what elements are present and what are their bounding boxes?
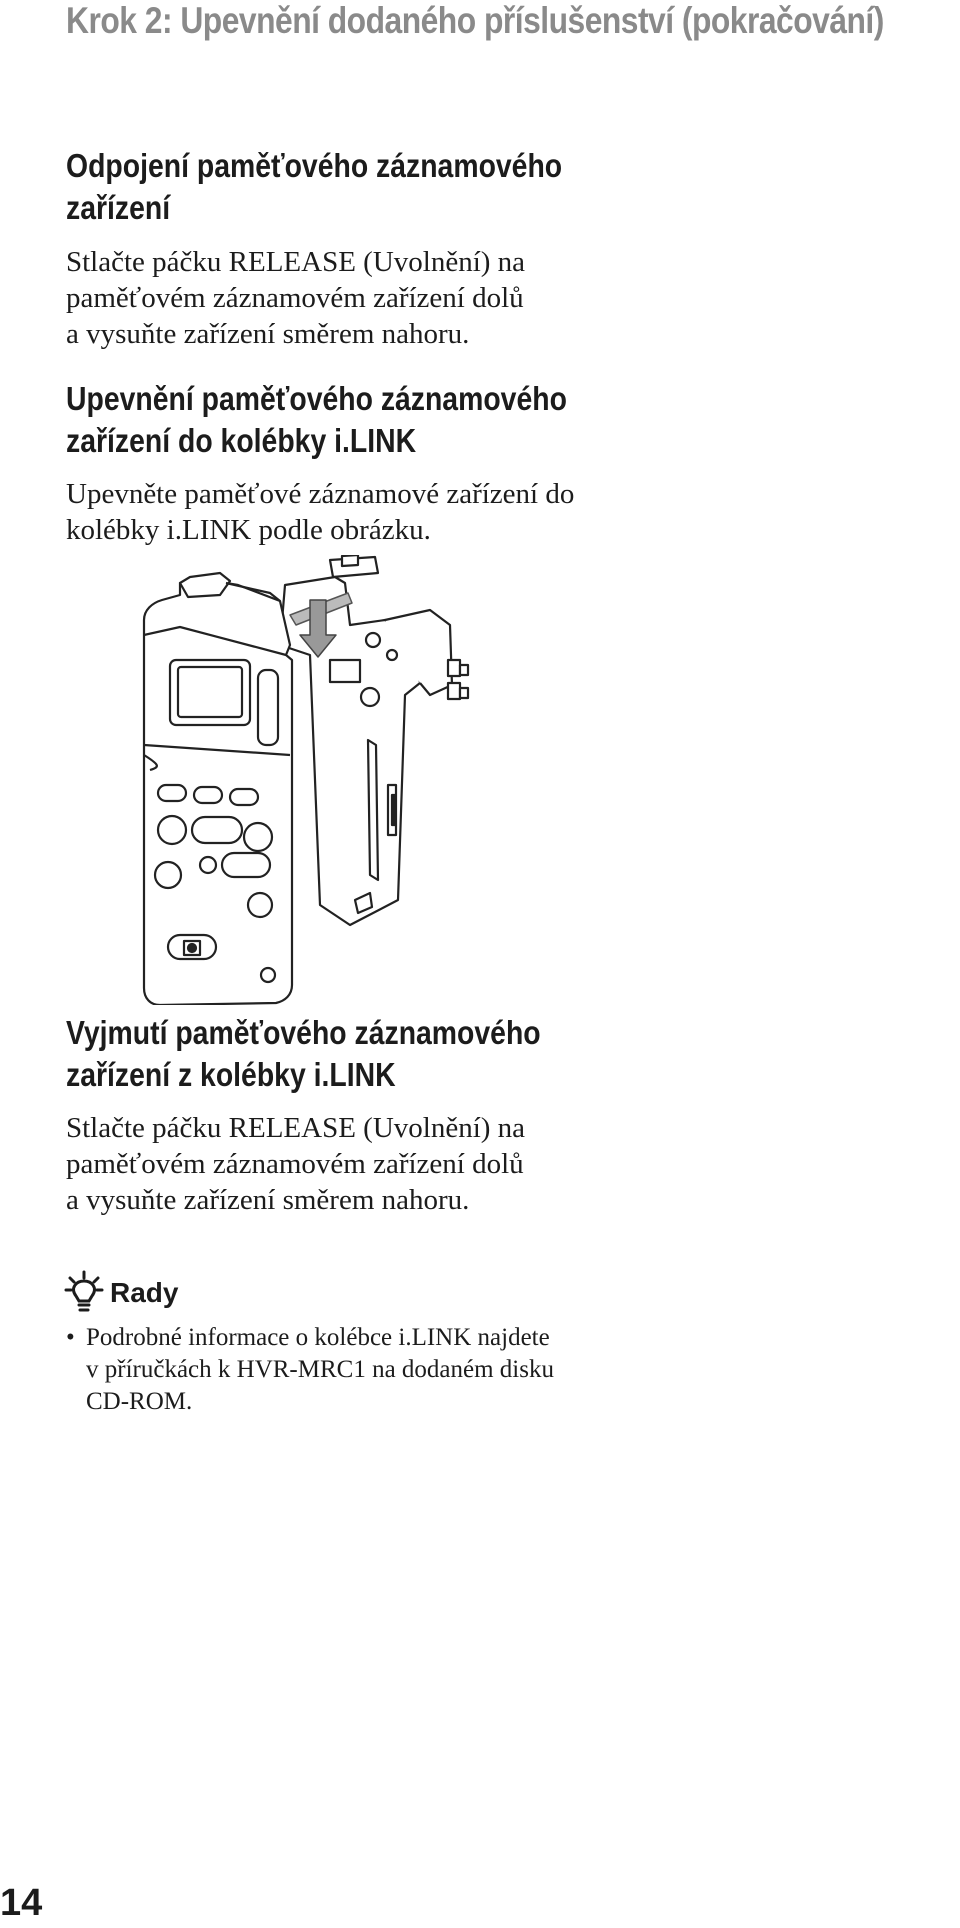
tips-title: Rady bbox=[110, 1277, 179, 1308]
heading-line: zařízení do kolébky i.LINK bbox=[66, 422, 417, 459]
body-line: Upevněte paměťové záznamové zařízení do bbox=[66, 478, 575, 510]
body-line: Stlačte páčku RELEASE (Uvolnění) na bbox=[66, 246, 526, 278]
device-illustration bbox=[130, 555, 550, 1005]
tip-line: Podrobné informace o kolébce i.LINK najdete bbox=[86, 1324, 550, 1351]
body-line: kolébky i.LINK podle obrázku. bbox=[66, 514, 431, 546]
body-line: Stlačte páčku RELEASE (Uvolnění) na bbox=[66, 1112, 526, 1144]
heading-line: zařízení z kolébky i.LINK bbox=[66, 1056, 396, 1093]
tip-text bbox=[86, 1322, 554, 1418]
section-body-remove bbox=[66, 1110, 525, 1218]
heading-line: Odpojení paměťového záznamového bbox=[66, 147, 563, 184]
body-line: paměťovém záznamovém zařízení dolů bbox=[66, 1148, 524, 1180]
section-heading-remove bbox=[66, 1012, 541, 1096]
tip-line: CD-ROM. bbox=[86, 1388, 193, 1415]
section-body-attach bbox=[66, 476, 574, 548]
page-number: 14 bbox=[0, 1882, 43, 1924]
page-header: Krok 2: Upevnění dodaného příslušenství (pokračování) bbox=[66, 0, 884, 41]
section-heading-attach bbox=[66, 378, 567, 462]
heading-line: Upevnění paměťového záznamového bbox=[66, 380, 567, 417]
section-heading-detach bbox=[66, 145, 562, 229]
heading-line: Vyjmutí paměťového záznamového bbox=[66, 1014, 541, 1051]
body-line: a vysuňte zařízení směrem nahoru. bbox=[66, 318, 470, 350]
tip-line: v příručkách k HVR-MRC1 na dodaném disku bbox=[86, 1356, 554, 1383]
memory-recording-unit-drawing bbox=[144, 573, 292, 1005]
heading-line: zařízení bbox=[66, 189, 171, 226]
body-line: a vysuňte zařízení směrem nahoru. bbox=[66, 1184, 470, 1216]
lightbulb-icon bbox=[64, 1270, 104, 1314]
bullet: • bbox=[66, 1324, 75, 1351]
body-line: paměťovém záznamovém zařízení dolů bbox=[66, 282, 524, 314]
section-body-detach bbox=[66, 244, 525, 352]
